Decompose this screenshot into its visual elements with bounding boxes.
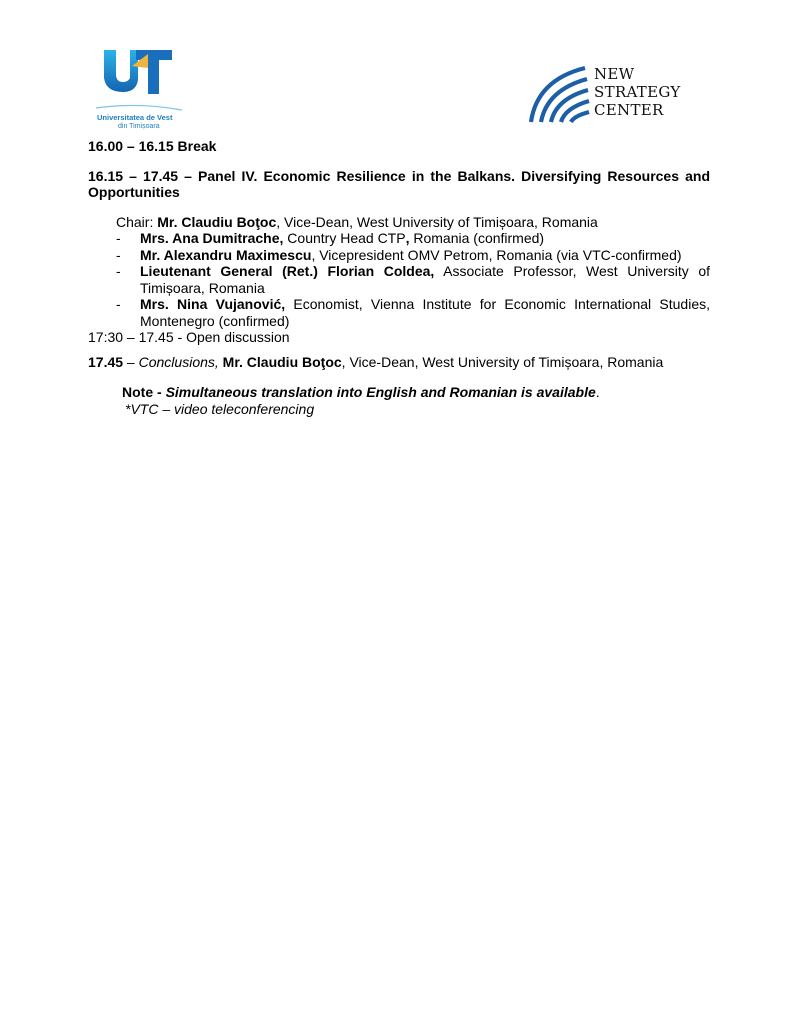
translation-note: Note - Simultaneous translation into English and Romanian is available. <box>122 384 600 400</box>
agenda-content <box>88 138 710 417</box>
nsc-logo-arcs <box>525 62 595 126</box>
nsc-line-2: STRATEGY <box>594 83 681 101</box>
uvt-logo-name: Universitatea de Vest <box>97 113 173 122</box>
speaker-list <box>88 230 710 329</box>
nsc-line-1: NEW <box>594 65 635 83</box>
uvt-logo-city: din Timișoara <box>118 123 160 130</box>
open-discussion: 17:30 – 17.45 - Open discussion <box>88 329 290 345</box>
conclusions: 17.45 – Conclusions, Mr. Claudiu Boţoc, Vice-Dean, West University of Timișoara, Romania <box>88 353 664 370</box>
speaker-item: - Lieutenant General (Ret.) Florian Coldea, Associate Professor, West University of Timișoara, Romania <box>116 263 711 296</box>
nsc-logo-text <box>594 65 681 119</box>
speaker-item: - Mr. Alexandru Maximescu, Vicepresident OMV Petrom, Romania (via VTC-confirmed) <box>116 246 682 263</box>
panel-title: 16.15 – 17.45 – Panel IV. Economic Resilience in the Balkans. Diversifying Resources and Opportunities <box>88 167 710 200</box>
nsc-line-3: CENTER <box>594 101 664 119</box>
vtc-note: *VTC – video teleconferencing <box>125 400 315 417</box>
break-line: 16.00 – 16.15 Break <box>88 138 217 154</box>
panel-chair: Chair: Mr. Claudiu Boţoc, Vice-Dean, West University of Timișoara, Romania <box>116 213 598 230</box>
speaker-item: - Mrs. Nina Vujanović, Economist, Vienna Institute for Economic International Studies, Montenegro (confirmed) <box>116 296 710 329</box>
speaker-item: - Mrs. Ana Dumitrache, Country Head CTP, Romania (confirmed) <box>116 230 545 246</box>
